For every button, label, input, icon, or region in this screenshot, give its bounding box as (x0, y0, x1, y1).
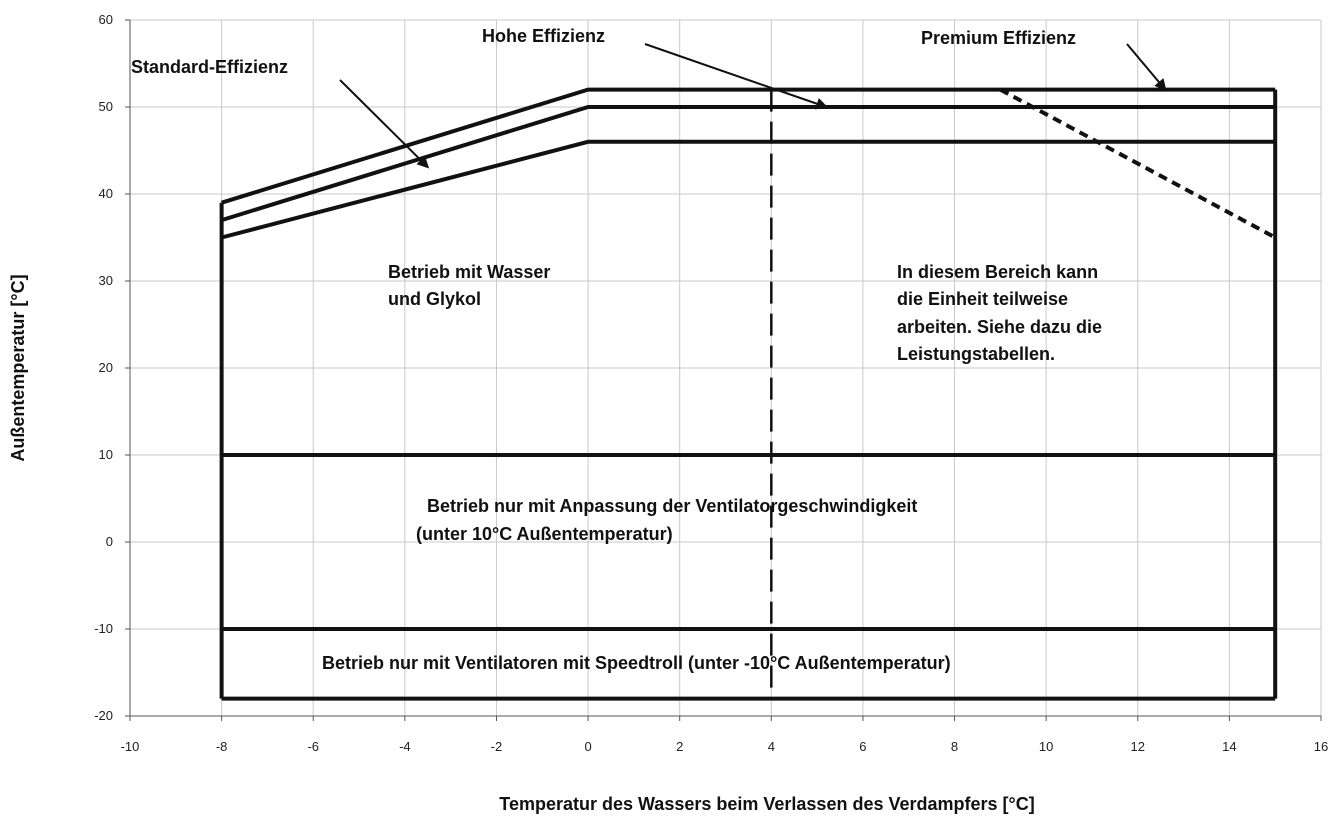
y-tick-label: 0 (105, 534, 113, 549)
y-tick-label: 20 (98, 360, 113, 375)
x-tick-label: -8 (215, 739, 228, 754)
x-tick-label: 8 (950, 739, 959, 754)
x-tick-label: 14 (1222, 739, 1237, 754)
y-tick-label: -10 (94, 621, 113, 636)
region-water-glycol-text (388, 262, 555, 309)
x-tick-label: 6 (859, 739, 867, 754)
region-fan-speed-line-1: Betrieb nur mit Anpassung der Ventilatorgeschwindigkeit (427, 496, 918, 516)
y-tick-label: 10 (98, 447, 113, 462)
x-tick-label: 4 (767, 739, 775, 754)
y-tick-label: 30 (98, 273, 113, 288)
region-water-glycol-line-1: Betrieb mit Wasser (388, 262, 551, 282)
x-tick-label: 2 (676, 739, 684, 754)
y-tick-label: 60 (98, 12, 113, 27)
region-fan-speed-text (416, 496, 922, 544)
region-partial-line-4: Leistungstabellen. (897, 344, 1056, 364)
y-tick-label: 50 (98, 99, 113, 114)
premium-efficiency-label: Premium Effizienz (921, 28, 1077, 48)
grid (130, 20, 1321, 716)
region-water-glycol-line-2: und Glykol (388, 289, 482, 309)
x-tick-label: -4 (399, 739, 411, 754)
x-tick-label: -10 (120, 739, 140, 754)
x-axis-title: Temperatur des Wassers beim Verlassen des Verdampfers [°C] (499, 794, 1035, 814)
x-tick-label: -6 (307, 739, 320, 754)
y-axis-title: Außentemperatur [°C] (8, 274, 28, 462)
x-tick-label: 10 (1038, 739, 1054, 754)
efficiency-lines (222, 44, 1276, 238)
region-partial-line-3: arbeiten. Siehe dazu die (897, 317, 1103, 337)
x-tick-label: -2 (490, 739, 503, 754)
x-tick-label: 12 (1130, 739, 1146, 754)
region-partial-text (897, 262, 1107, 364)
x-tick-label: 16 (1313, 739, 1329, 754)
region-partial-line-1: In diesem Bereich kann (897, 262, 1099, 282)
region-fan-speed-line-2: (unter 10°C Außentemperatur) (416, 524, 673, 544)
tick-labels (94, 12, 1328, 754)
hohe-efficiency-line (222, 107, 1276, 220)
standard-efficiency-label: Standard-Effizienz (131, 57, 289, 77)
hohe-efficiency-arrow (645, 44, 826, 107)
region-partial-line-2: die Einheit teilweise (897, 289, 1069, 309)
standard-efficiency-line (222, 142, 1276, 238)
y-tick-label: 40 (98, 186, 113, 201)
axes (125, 20, 1321, 721)
operating-boundaries (222, 90, 1276, 699)
hohe-efficiency-label: Hohe Effizienz (482, 26, 606, 46)
region-speedtroll-text: Betrieb nur mit Ventilatoren mit Speedtroll (unter -10°C Außentemperatur) (322, 653, 951, 673)
x-tick-label: 0 (584, 739, 592, 754)
y-tick-label: -20 (94, 708, 113, 723)
premium-efficiency-arrow (1127, 44, 1165, 90)
